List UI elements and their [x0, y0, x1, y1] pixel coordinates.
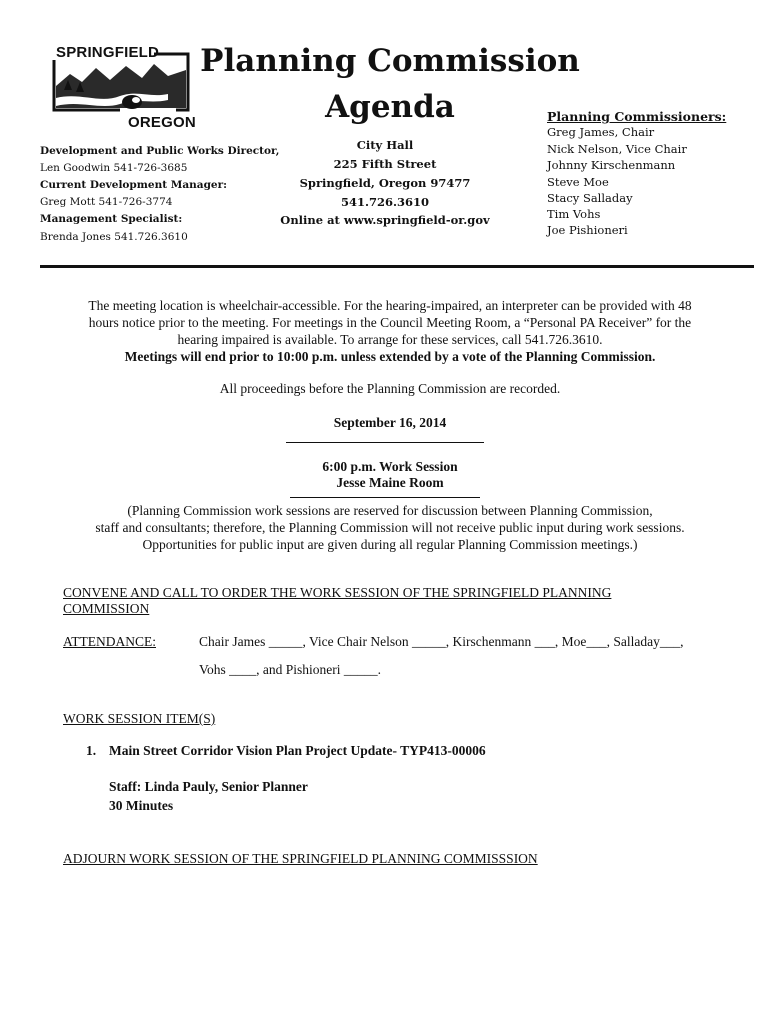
meeting-date: September 16, 2014 [333, 415, 447, 430]
notice-line: hearing impaired is available. To arrange for these services, call 541.726.3610. [177, 332, 603, 347]
commissioner-item: Steve Moe [547, 175, 609, 189]
meeting-time: 6:00 p.m. Work Session [322, 459, 458, 474]
item-staff: Staff: Linda Pauly, Senior Planner [109, 779, 308, 794]
specialist-name: Brenda Jones 541.726.3610 [40, 231, 188, 243]
items-heading: WORK SESSION ITEM(S) [63, 711, 216, 726]
specialist-title: Management Specialist: [40, 213, 183, 225]
attendance-label: ATTENDANCE: [63, 634, 156, 649]
work-session-note: staff and consultants; therefore, the Planning Commission will not receive public input during work sessions. [95, 520, 685, 535]
commissioners-heading: Planning Commissioners: [547, 109, 727, 124]
springfield-logo [50, 44, 196, 131]
work-session-note: (Planning Commission work sessions are reserved for discussion between Planning Commission, [127, 503, 653, 518]
address-city: Springfield, Oregon 97477 [299, 176, 471, 190]
notice-line: hours notice prior to the meeting. For meetings in the Council Meeting Room, a “Personal PA Receiver” for the [88, 315, 692, 330]
page-subtitle: Agenda [325, 89, 455, 125]
commissioner-item: Joe Pishioneri [547, 223, 628, 237]
attendance-line: Chair James _____, Vice Chair Nelson _____, Kirschenmann ___, Moe___, Salladay___, [199, 634, 684, 649]
commissioner-item: Stacy Salladay [547, 191, 633, 205]
address-street: 225 Fifth Street [333, 157, 437, 171]
convene-heading: CONVENE AND CALL TO ORDER THE WORK SESSION OF THE SPRINGFIELD PLANNING [63, 585, 612, 600]
commissioner-item: Nick Nelson, Vice Chair [547, 142, 687, 156]
logo-top-text: SPRINGFIELD [56, 44, 160, 61]
address-phone: 541.726.3610 [340, 195, 430, 209]
work-session-note: Opportunities for public input are given during all regular Planning Commission meetings.) [142, 537, 638, 552]
adjourn-heading: ADJOURN WORK SESSION OF THE SPRINGFIELD PLANNING COMMISSSION [63, 851, 538, 866]
attendance-line: Vohs ____, and Pishioneri _____. [199, 662, 382, 677]
page-title: Planning Commission [200, 43, 580, 79]
commissioner-item: Johnny Kirschenmann [547, 158, 676, 172]
manager-title: Current Development Manager: [40, 179, 228, 191]
item-title: Main Street Corridor Vision Plan Project Update- TYP413-00006 [109, 743, 486, 758]
address-place: City Hall [356, 138, 414, 152]
convene-heading-cont: COMMISSION [63, 601, 150, 616]
item-number: 1. [86, 743, 97, 758]
item-duration: 30 Minutes [109, 798, 174, 813]
meeting-room: Jesse Maine Room [336, 475, 444, 490]
manager-name: Greg Mott 541-726-3774 [40, 196, 173, 208]
notice-end-time: Meetings will end prior to 10:00 p.m. unless extended by a vote of the Planning Commission. [124, 349, 656, 364]
commissioner-item: Tim Vohs [547, 207, 601, 221]
director-name: Len Goodwin 541-726-3685 [40, 162, 188, 174]
room-divider [290, 497, 480, 498]
date-divider [286, 442, 484, 443]
commissioner-item: Greg James, Chair [547, 125, 655, 139]
notice-line: The meeting location is wheelchair-accessible. For the hearing-impaired, an interpreter can be provided with 48 [88, 298, 692, 313]
logo-bottom-text: OREGON [128, 114, 196, 131]
address-online: Online at www.springfield-or.gov [280, 213, 490, 227]
header-divider [40, 265, 754, 268]
recorded-notice: All proceedings before the Planning Commission are recorded. [219, 381, 561, 396]
director-title: Development and Public Works Director, [40, 145, 280, 157]
